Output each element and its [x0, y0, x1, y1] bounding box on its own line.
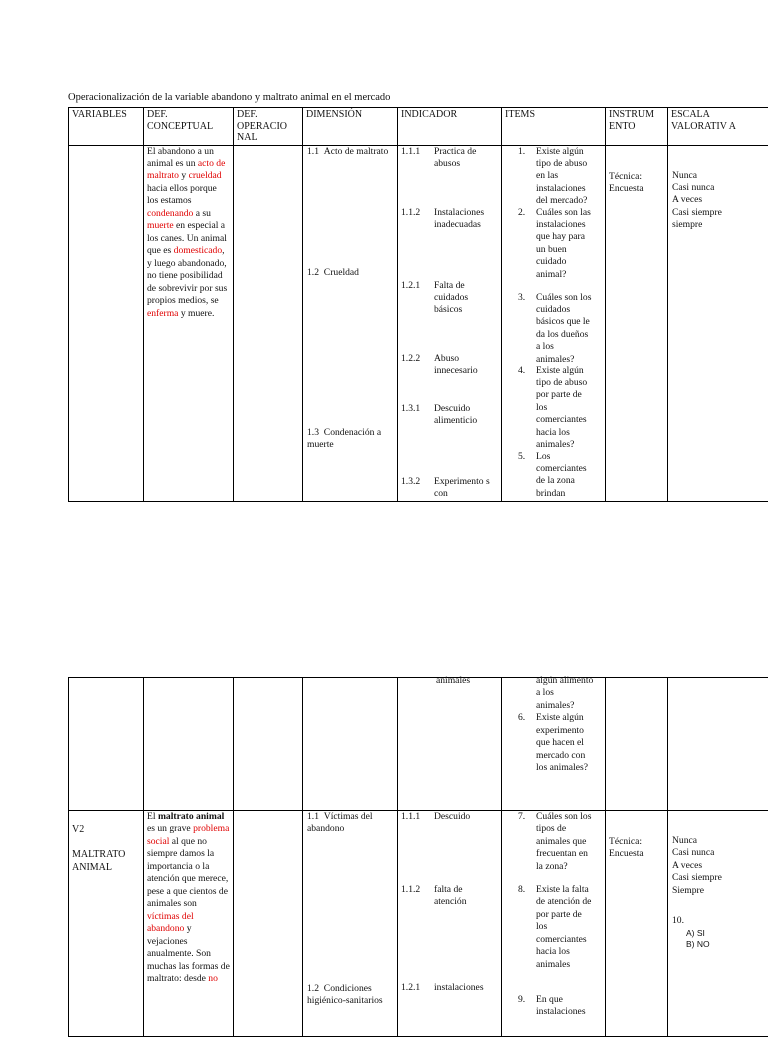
definition-text: al que no siempre damos la importancia o la atención que merece, pese a que cientos de animales son	[147, 836, 228, 909]
highlighted-term: condenando	[147, 208, 193, 219]
indicator: 1.1.1 Descuido	[434, 811, 494, 823]
option-b: B) NO	[672, 939, 768, 950]
option-a: A) SI	[672, 928, 768, 939]
indicator: 1.1.1 Practica de abusos	[434, 146, 494, 171]
highlighted-term: enferma	[147, 308, 178, 319]
header-items: ITEMS	[502, 108, 606, 146]
v1-instrument: Técnica: Encuesta	[606, 146, 667, 196]
highlighted-term: crueldad	[189, 170, 222, 181]
v1-dimension-3: 1.3 Condenación a muerte	[307, 427, 395, 452]
scale-option: siempre	[672, 219, 768, 231]
v2-def-operacional-cell	[234, 811, 303, 1037]
indicator: 1.2.2 Abuso innecesario	[434, 353, 494, 378]
item: 4. Existe algún tipo de abuso por parte de los comerciantes hacia los animales?	[536, 365, 594, 452]
highlighted-term: problema social	[147, 823, 229, 846]
scale-option: A veces	[672, 860, 768, 872]
v2-row	[69, 811, 768, 1037]
scale-option: Casi nunca	[672, 182, 768, 194]
scale-option: Nunca	[672, 835, 768, 847]
v2-name: MALTRATO ANIMAL	[72, 848, 140, 874]
v2-variable-cell	[69, 811, 144, 1037]
v1-definition-cell	[144, 145, 234, 502]
header-instrumento: INSTRUM ENTO	[606, 108, 668, 146]
highlighted-term: domesticado	[174, 245, 223, 256]
v2-code: V2	[72, 823, 140, 836]
definition-text: , y luego abandonado, no tiene posibilidad de sobrevivir por sus propios medios, se	[147, 245, 227, 306]
highlighted-term: no	[208, 973, 218, 984]
scale-option: Casi siempre	[672, 872, 768, 884]
v1-variable-cell	[69, 145, 144, 502]
v2-scale-list	[668, 811, 768, 897]
definition-text: y	[179, 170, 189, 181]
v1-scale-cell	[668, 145, 768, 502]
scale-option: Casi nunca	[672, 847, 768, 859]
item: 2. Cuáles son las instalaciones que hay para un buen cuidado animal?	[536, 207, 594, 282]
question-10: 10. A) SI B) NO	[668, 897, 768, 950]
scale-option: Casi siempre	[672, 207, 768, 219]
header-def-conceptual: DEF. CONCEPTUAL	[144, 108, 234, 146]
indicator: 1.1.2 Instalaciones inadecuadas	[434, 207, 494, 232]
v1-dimension-cell	[303, 145, 398, 502]
operationalization-table-v1	[68, 107, 768, 502]
v2-items-cell	[502, 811, 606, 1037]
header-dimension: DIMENSIÓN	[303, 108, 398, 146]
page-title: Operacionalización de la variable abandono y maltrato animal en el mercado	[68, 92, 390, 103]
v1-definition	[147, 146, 230, 321]
v1-dimension-1: 1.1 Acto de maltrato	[307, 146, 395, 158]
header-indicador: INDICADOR	[398, 108, 502, 146]
highlighted-term: víctimas del abandono	[147, 911, 194, 934]
item: 5. Los comerciantes de la zona brindan	[536, 451, 594, 501]
v1-dimension-2: 1.2 Crueldad	[307, 267, 395, 279]
definition-text: maltrato animal	[158, 811, 224, 822]
indicator: 1.2.1 Falta de cuidados básicos	[434, 280, 494, 317]
definition-text: hacia ellos porque los estamos	[147, 183, 217, 206]
header-def-operacional: DEF. OPERACIO NAL	[234, 108, 303, 146]
item: 7. Cuáles son los tipos de animales que frecuentan en la zona?	[536, 811, 594, 873]
highlighted-term: acto de maltrato	[147, 158, 225, 181]
indicator: 1.3.1 Descuido alimenticio	[434, 403, 494, 428]
item: 3. Cuáles son los cuidados básicos que le da los dueños a los animales?	[536, 292, 594, 367]
header-row	[69, 108, 768, 146]
item: 1. Existe algún tipo de abuso en las instalaciones del mercado?	[536, 146, 594, 208]
header-variables: VARIABLES	[69, 108, 144, 146]
definition-text: a su	[193, 208, 211, 219]
definition-text: y vejaciones anualmente. Son muchas las formas de maltrato: desde	[147, 923, 230, 984]
v2-dimension-1: 1.1 Víctimas del abandono	[307, 811, 395, 836]
continuation-items-cell	[502, 678, 606, 811]
v2-dimension-cell	[303, 811, 398, 1037]
v2-indicator-cell	[398, 811, 502, 1037]
v1-instrument-cell	[606, 145, 668, 502]
indicator: 1.1.2 falta de atención	[434, 884, 494, 909]
scale-option: A veces	[672, 194, 768, 206]
highlighted-term: muerte	[147, 220, 174, 231]
v2-dimension-2: 1.2 Condiciones higiénico-sanitarios	[307, 983, 395, 1008]
definition-text: y muere.	[178, 308, 214, 319]
v2-scale-cell	[668, 811, 768, 1037]
item: 8. Existe la falta de atención de por parte de los comerciantes hacia los animales	[536, 884, 594, 971]
v1-row	[69, 145, 768, 502]
continuation-indicator-cell	[398, 678, 502, 811]
definition-text: en especial a los canes. Un animal que es	[147, 220, 227, 256]
definition-text: El	[147, 811, 158, 822]
item-6: 6. Existe algún experimento que hacen el mercado con los animales?	[502, 712, 594, 774]
v1-def-operacional-cell	[234, 145, 303, 502]
indicator: 1.3.2 Experimento s con	[434, 476, 494, 501]
v1-scale-list	[668, 146, 768, 232]
indicator: 1.2.1 instalaciones	[434, 982, 494, 994]
continuation-row	[69, 678, 768, 811]
definition-text: El abandono a un animal es un	[147, 146, 214, 169]
v2-instrument-cell	[606, 811, 668, 1037]
v2-instrument: Técnica: Encuesta	[606, 811, 667, 861]
operationalization-table-v2	[68, 677, 768, 1037]
item-5-continuation: algún alimento a los animales?	[502, 675, 594, 712]
scale-option: Nunca	[672, 170, 768, 182]
item: 9. En que instalaciones	[536, 994, 594, 1019]
definition-text: es un grave	[147, 823, 193, 834]
v1-items-cell	[502, 145, 606, 502]
v1-indicator-cell	[398, 145, 502, 502]
continuation-indicator: animales	[398, 675, 501, 687]
header-escala: ESCALA VALORATIV A	[668, 108, 768, 146]
v2-definition-cell	[144, 811, 234, 1037]
scale-option: Siempre	[672, 885, 768, 897]
v2-definition	[147, 811, 230, 986]
